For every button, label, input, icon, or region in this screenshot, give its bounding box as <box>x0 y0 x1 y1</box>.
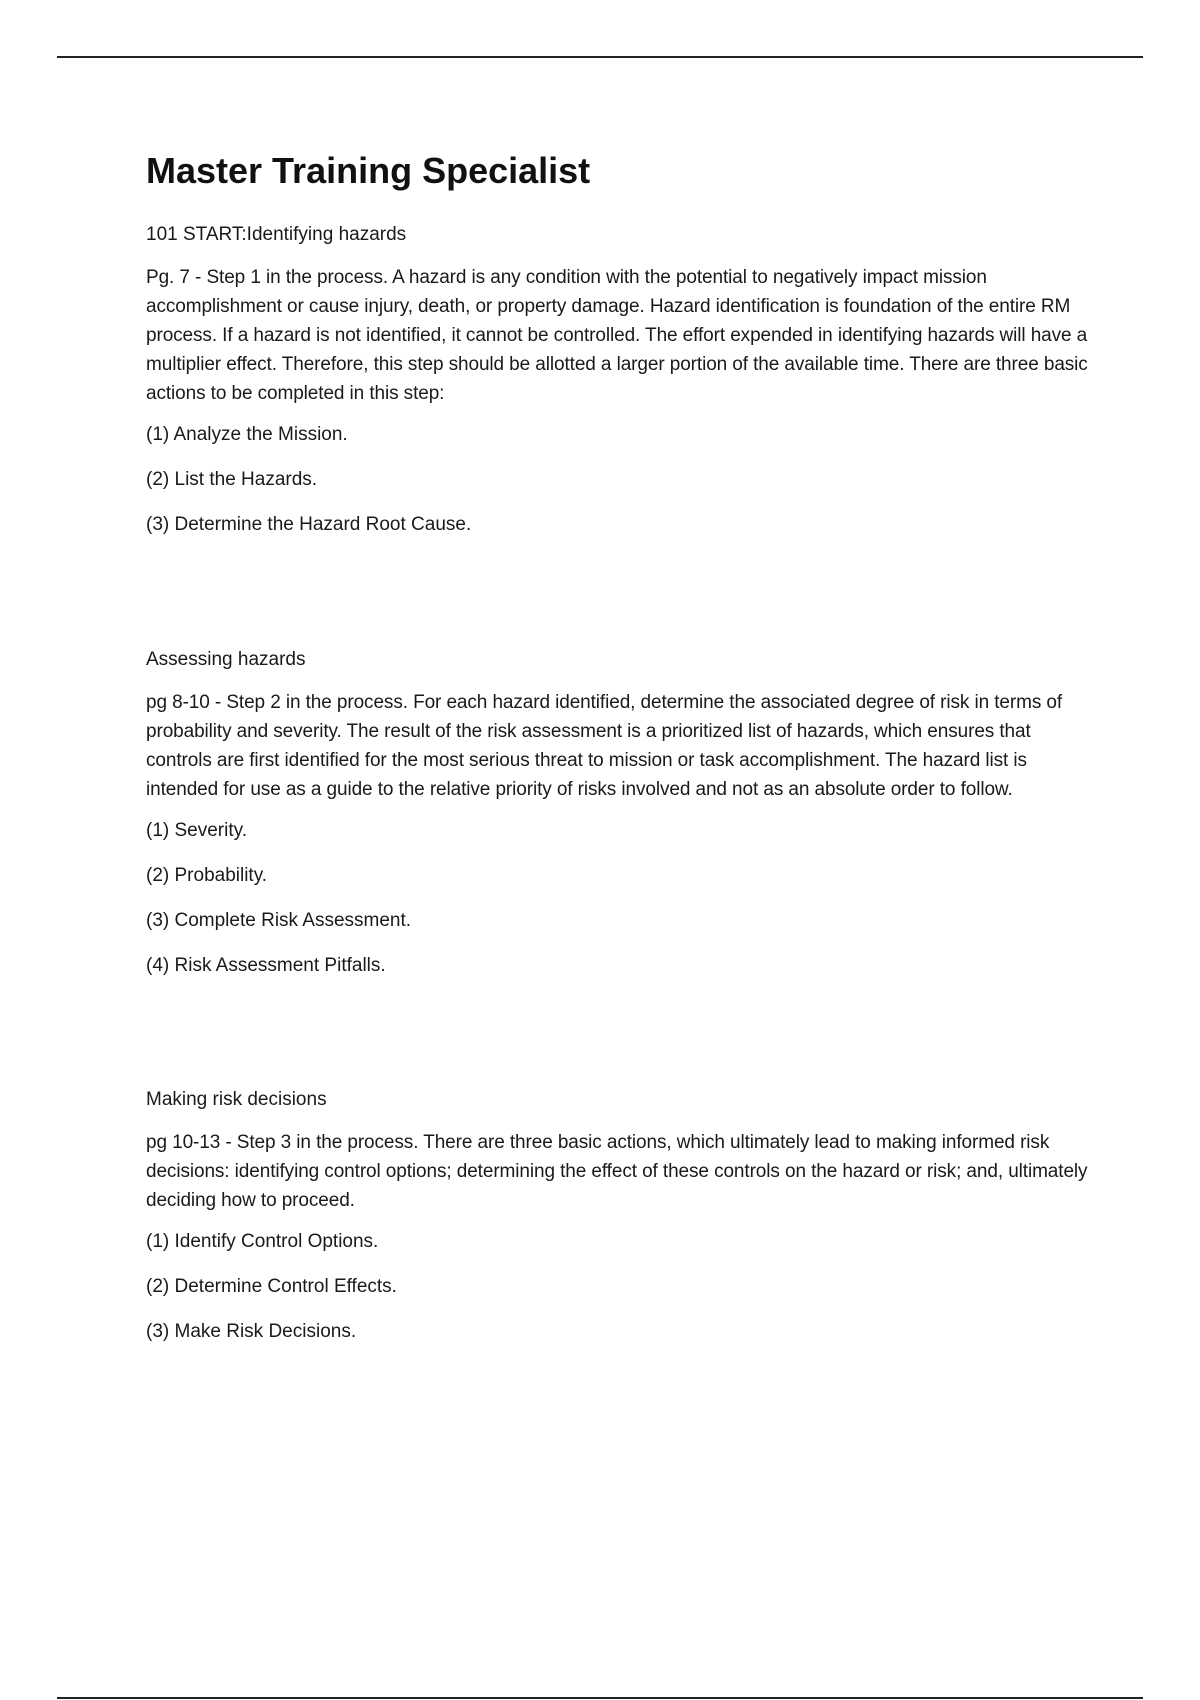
list-item: (1) Identify Control Options. <box>146 1231 379 1252</box>
top-divider <box>57 56 1143 58</box>
section-paragraph: pg 8-10 - Step 2 in the process. For each hazard identified, determine the associated degree of risk in terms of probability and severity. The result of the risk assessment is a prioritized list of hazards, which ensures that controls are first identified for the most serious threat to mission or task accomplishment. The hazard list is intended for use as a guide to the relative priority of risks involved and not as an absolute order to follow. <box>146 692 1063 800</box>
list-item: (2) Determine Control Effects. <box>146 1276 397 1297</box>
document-title: Master Training Specialist <box>146 150 591 191</box>
section-making-risk-decisions <box>146 1087 1092 1345</box>
document-body <box>146 146 1092 1364</box>
section-assessing-hazards <box>146 647 1092 979</box>
section-heading: Assessing hazards <box>146 649 306 670</box>
section-paragraph: Pg. 7 - Step 1 in the process. A hazard is any condition with the potential to negatively impact mission accomplishment or cause injury, death, or property damage. Hazard identification is foundation of the entire RM process. If a hazard is not identified, it cannot be controlled. The effort expended in identifying hazards will have a multiplier effect. Therefore, this step should be allotted a larger portion of the available time. There are three basic actions to be completed in this step: <box>146 267 1088 404</box>
list-item: (4) Risk Assessment Pitfalls. <box>146 955 386 976</box>
list-item: (1) Severity. <box>146 820 248 841</box>
list-item: (2) List the Hazards. <box>146 469 318 490</box>
list-item: (3) Complete Risk Assessment. <box>146 910 412 931</box>
list-item: (3) Make Risk Decisions. <box>146 1321 357 1342</box>
list-item: (3) Determine the Hazard Root Cause. <box>146 514 472 535</box>
bottom-divider <box>57 1697 1143 1699</box>
section-heading: 101 START:Identifying hazards <box>146 224 407 245</box>
section-identifying-hazards <box>146 222 1092 538</box>
section-heading: Making risk decisions <box>146 1089 327 1110</box>
list-item: (1) Analyze the Mission. <box>146 424 348 445</box>
section-paragraph: pg 10-13 - Step 3 in the process. There are three basic actions, which ultimately lead to making informed risk decisions: identifying control options; determining the effect of these controls on the hazard or risk; and, ultimately deciding how to proceed. <box>146 1132 1088 1211</box>
list-item: (2) Probability. <box>146 865 268 886</box>
